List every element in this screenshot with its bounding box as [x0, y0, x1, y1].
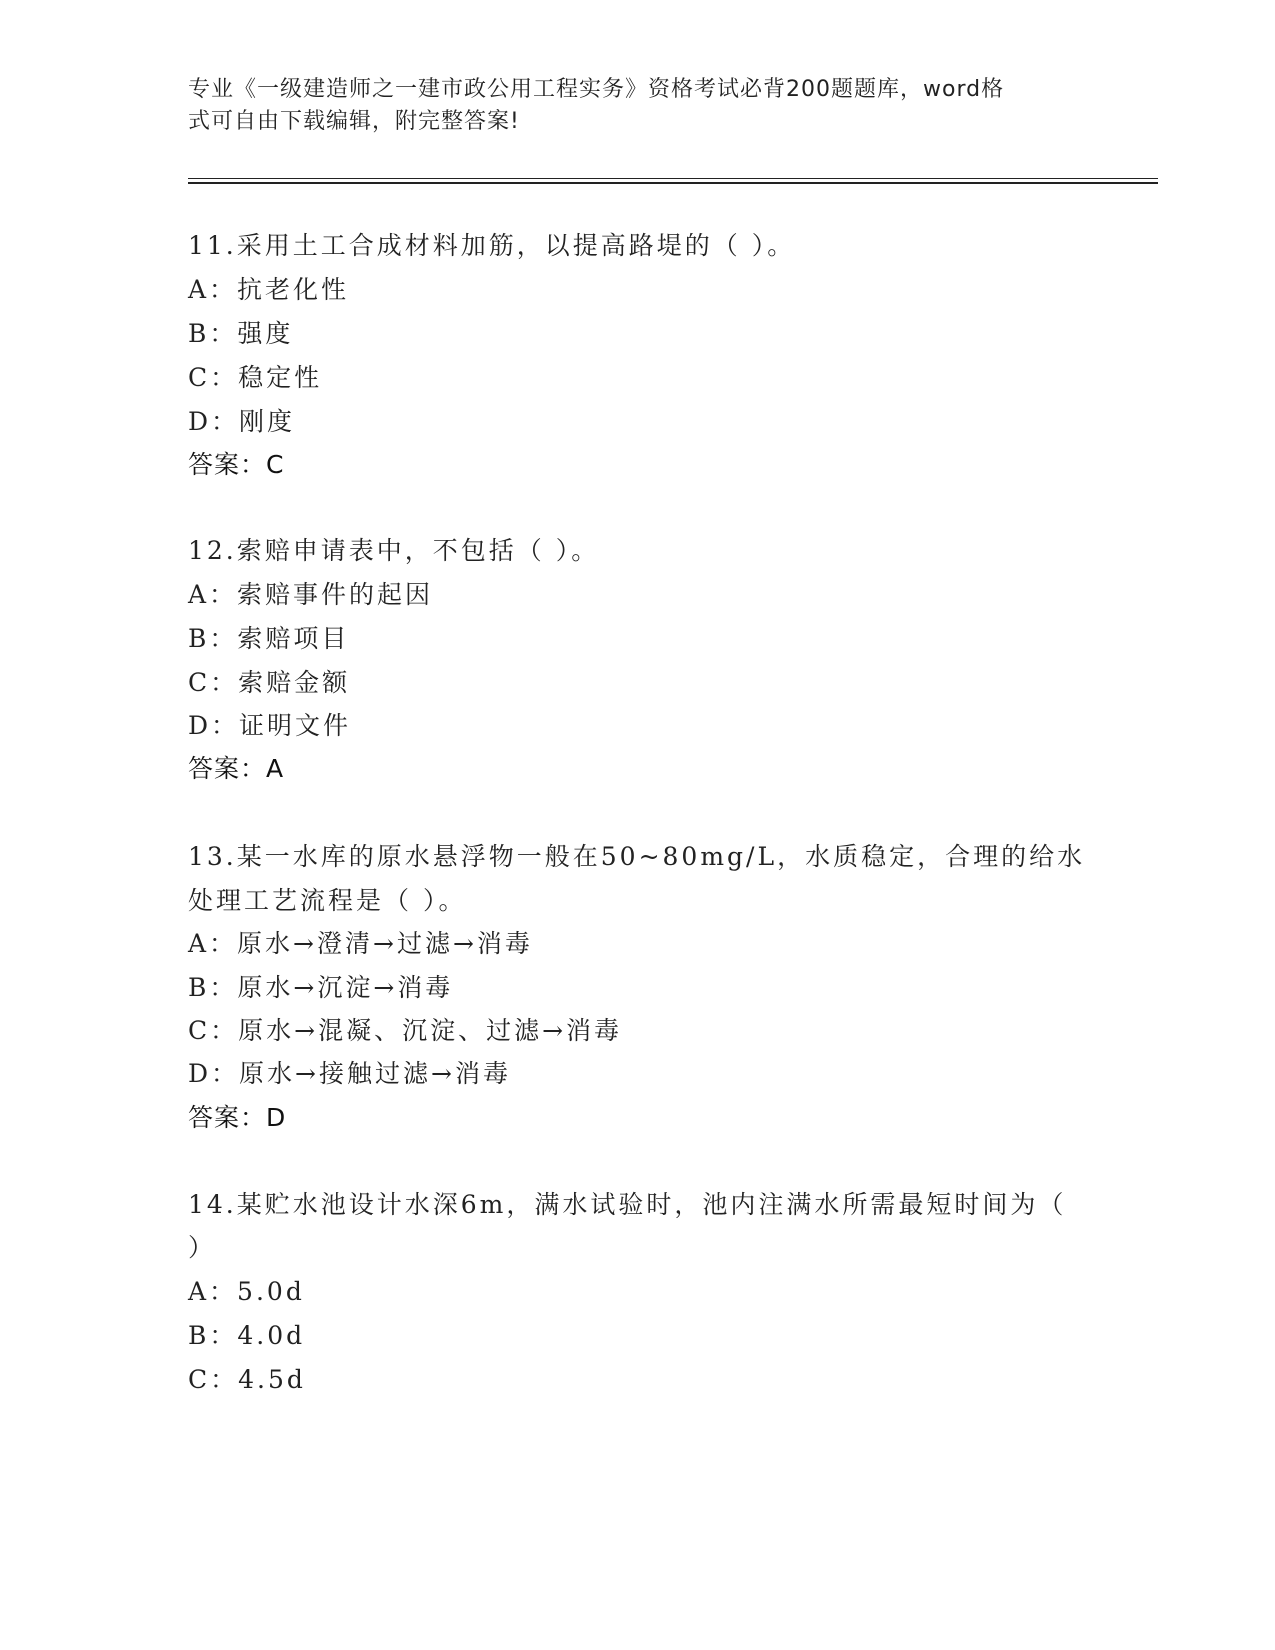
question-12-option-b: B：索赔项目 — [188, 624, 350, 653]
header-divider-thick — [188, 182, 1158, 184]
question-13-stem-line-2: 处理工艺流程是（ ）。 — [188, 886, 467, 915]
header-line-2: 式可自由下载编辑，附完整答案! — [188, 109, 520, 134]
question-12-answer: 答案：A — [188, 754, 285, 783]
header-line-1: 专业《一级建造师之一建市政公用工程实务》资格考试必背200题题库，word格 — [188, 77, 1005, 102]
question-12-stem: 12.索赔申请表中，不包括（ ）。 — [188, 536, 600, 565]
question-13-answer: 答案：D — [188, 1103, 287, 1132]
question-13-option-c: C：原水→混凝、沉淀、过滤→消毒 — [188, 1016, 623, 1045]
question-13-option-d: D：原水→接触过滤→消毒 — [188, 1059, 511, 1088]
question-11-stem: 11.采用土工合成材料加筋，以提高路堤的（ ）。 — [188, 231, 796, 260]
question-11-option-a: A：抗老化性 — [188, 275, 350, 304]
question-12-option-a: A：索赔事件的起因 — [188, 580, 434, 609]
question-11-answer: 答案：C — [188, 450, 285, 479]
question-12-option-d: D：证明文件 — [188, 711, 352, 740]
question-11-option-c: C：稳定性 — [188, 363, 323, 392]
question-12-option-c: C：索赔金额 — [188, 668, 351, 697]
question-11-option-d: D：刚度 — [188, 407, 296, 436]
header-divider-thin — [188, 178, 1158, 179]
question-14-option-b: B：4.0d — [188, 1321, 306, 1350]
question-14-stem-line-1: 14.某贮水池设计水深6m，满水试验时，池内注满水所需最短时间为（ — [188, 1190, 1067, 1219]
question-13-stem-line-1: 13.某一水库的原水悬浮物一般在50~80mg/L，水质稳定，合理的给水 — [188, 842, 1086, 871]
question-11-option-b: B：强度 — [188, 319, 294, 348]
question-13-option-b: B：原水→沉淀→消毒 — [188, 973, 454, 1002]
question-14-stem-line-2: ） — [188, 1233, 217, 1262]
question-14-option-c: C：4.5d — [188, 1365, 306, 1394]
question-13-option-a: A：原水→澄清→过滤→消毒 — [188, 929, 533, 958]
question-14-option-a: A：5.0d — [188, 1277, 305, 1306]
document-header — [188, 74, 1068, 138]
